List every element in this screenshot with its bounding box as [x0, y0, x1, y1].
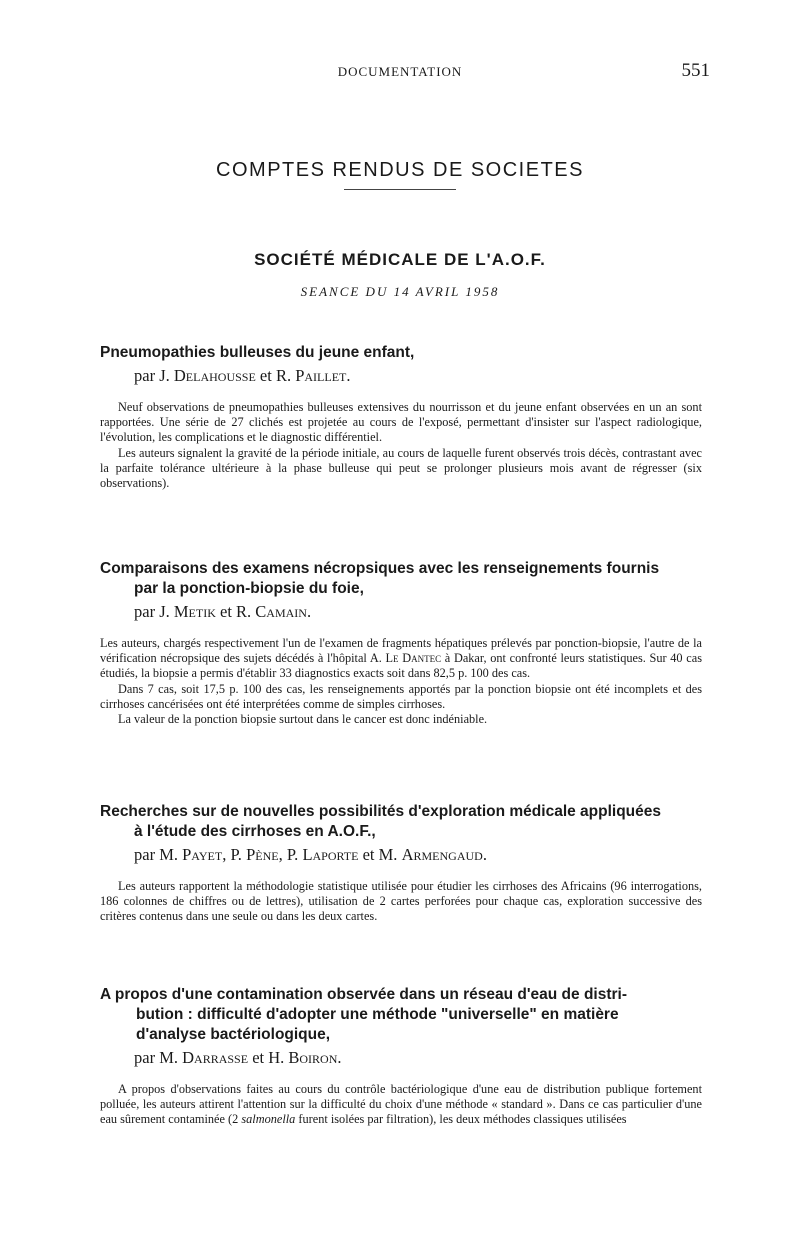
- paragraph-text: A propos d'observations faites au cours du contrôle bactériologique d'une eau de distribution publique fortement polluée, les auteurs attirent l'attention sur la difficulté du choix d'une méthode « standard ». Dans ce cas particulier d'une eau sûrement contaminée (2: [100, 1082, 702, 1127]
- article-paragraph: La valeur de la ponction biopsie surtout dans le cancer est donc indéniable.: [118, 712, 488, 727]
- article-title: [100, 559, 702, 599]
- authors-text: .: [306, 602, 312, 621]
- authors-text: et M.: [358, 845, 402, 864]
- running-head: DOCUMENTATION: [337, 64, 463, 79]
- article-authors: [134, 844, 702, 865]
- paragraph-text: Les auteurs, chargés respectivement l'un de l'examen de fragments hépatiques prélevés par ponction-biopsie, l'autre de la vérification nécropsique des sujets décédés à l'hôpital A.: [100, 636, 702, 666]
- authors-text: et R.: [255, 366, 296, 385]
- author-name: Payet: [182, 845, 223, 864]
- article-paragraph: [100, 1082, 702, 1128]
- article-paragraph: Les auteurs signalent la gravité de la période initiale, au cours de laquelle furent observés trois décès, contrastant avec la parfaite tolérance ultérieure à la phase bulleuse qui peut se prolonger plusieurs mois avant de régresser (six observations).: [100, 445, 702, 491]
- author-name: Paillet: [295, 366, 347, 385]
- article-paragraph: Neuf observations de pneumopathies bulleuses extensives du nourrisson et du jeune enfant observées en un an sont rapportées. Une série de 27 clichés est projetée au cours de l'exposé, permettant d'insister sur l'aspect radiologique, l'évolution, les complications et le diagnostic différentiel.: [100, 400, 702, 445]
- authors-text: par M.: [134, 1048, 183, 1067]
- article-authors: [134, 601, 702, 622]
- paragraph-text: à Dakar, ont confronté leurs statistiques. Sur 40 cas étudiés, la biopsie a permis d'établir 33 diagnostics exacts soit dans 82,5 p. 100 des cas.: [100, 651, 702, 681]
- authors-text: par J.: [134, 366, 174, 385]
- authors-text: .: [482, 845, 487, 864]
- article-title-line: d'analyse bactériologique,: [136, 1026, 331, 1043]
- authors-text: et R.: [215, 602, 256, 621]
- article-title-line: Recherches sur de nouvelles possibilités d'exploration médicale appliquées: [100, 803, 662, 820]
- author-name: Camain: [255, 602, 307, 621]
- authors-text: , P.: [278, 845, 303, 864]
- article-necropsie: [100, 559, 702, 727]
- article-contamination: [100, 985, 702, 1128]
- article-title: [100, 343, 702, 363]
- paragraph-text: furent isolées par filtration), les deux méthodes classiques utilisées: [295, 1112, 627, 1127]
- article-cirrhoses: [100, 802, 702, 925]
- article-title-line: Pneumopathies bulleuses du jeune enfant,: [100, 344, 415, 361]
- article-body: [100, 879, 702, 925]
- authors-text: , P.: [222, 845, 247, 864]
- authors-text: et H.: [248, 1048, 289, 1067]
- title-divider: [344, 189, 456, 190]
- author-name: Pène: [246, 845, 279, 864]
- author-name: Delahousse: [173, 366, 256, 385]
- society-title: SOCIÉTÉ MÉDICALE DE L'A.O.F.: [254, 250, 546, 270]
- article-title-line: A propos d'une contamination observée dans un réseau d'eau de distri-: [100, 986, 628, 1003]
- article-title-line: à l'étude des cirrhoses en A.O.F.,: [134, 823, 376, 840]
- session-date: SEANCE DU 14 AVRIL 1958: [300, 284, 500, 299]
- article-paragraph: Dans 7 cas, soit 17,5 p. 100 des cas, les renseignements apportés par la ponction biopsie ont été incomplets et des cirrhoses cancérisées ont été interprétées comme de simples cirrhoses.: [100, 681, 702, 711]
- article-body: [100, 400, 702, 491]
- authors-text: .: [337, 1048, 342, 1067]
- author-name: Boiron: [288, 1048, 338, 1067]
- article-paragraph: Les auteurs rapportent la méthodologie statistique utilisée pour étudier les cirrhoses des Africains (96 interrogations, 186 colonnes de chiffres ou de lettres), utilisation de 2 cartes perforées pour chaque cas, exploration successive des critères contenus dans une seule ou dans les deux cartes.: [100, 879, 702, 924]
- article-authors: [134, 1047, 702, 1068]
- author-name: Armengaud: [401, 845, 483, 864]
- article-body: [100, 1082, 702, 1128]
- hospital-name: Le Dantec: [385, 651, 442, 666]
- article-paragraph: [100, 636, 702, 682]
- authors-text: par J.: [134, 602, 174, 621]
- section-title: COMPTES RENDUS DE SOCIETES: [216, 159, 584, 182]
- article-title-line: Comparaisons des examens nécropsiques avec les renseignements fournis: [100, 560, 660, 577]
- article-authors: [134, 365, 702, 386]
- author-name: Darrasse: [182, 1048, 249, 1067]
- author-name: Laporte: [302, 845, 359, 864]
- article-body: [100, 636, 702, 727]
- page-number: 551: [681, 60, 710, 81]
- authors-text: par M.: [134, 845, 183, 864]
- author-name: Metik: [173, 602, 216, 621]
- article-title-line: par la ponction-biopsie du foie,: [134, 580, 364, 597]
- article-pneumopathies: [100, 343, 702, 491]
- article-title-line: bution : difficulté d'adopter une méthode "universelle" en matière: [136, 1006, 619, 1023]
- article-title: [100, 985, 702, 1045]
- species-name: salmonella: [241, 1112, 296, 1127]
- authors-text: .: [346, 366, 351, 385]
- article-title: [100, 802, 702, 842]
